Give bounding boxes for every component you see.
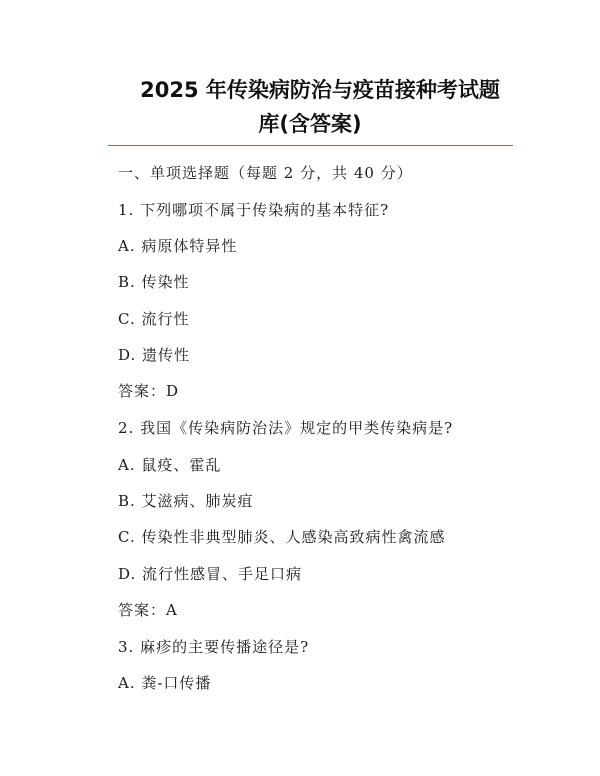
question-1-answer: 答案：D [118, 382, 180, 400]
question-1-option-d: D. 遗传性 [118, 346, 191, 364]
question-1-option-a: A. 病原体特异性 [118, 237, 238, 255]
section-heading: 一、单项选择题（每题 2 分，共 40 分） [118, 164, 413, 182]
question-1-option-b: B. 传染性 [118, 273, 190, 291]
question-1-stem: 1. 下列哪项不属于传染病的基本特征? [118, 201, 390, 219]
question-3-stem: 3. 麻疹的主要传播途径是? [118, 638, 310, 656]
question-2-option-d: D. 流行性感冒、手足口病 [118, 565, 303, 583]
question-2-answer: 答案：A [118, 601, 178, 619]
title-divider [108, 145, 513, 146]
question-2-option-b: B. 艾滋病、肺炭疽 [118, 492, 254, 510]
question-2-option-a: A. 鼠疫、霍乱 [118, 456, 222, 474]
question-2-stem: 2. 我国《传染病防治法》规定的甲类传染病是? [118, 419, 454, 437]
document-title-line1: 2025 年传染病防治与疫苗接种考试题 [140, 78, 500, 102]
document-title-line2: 库(含答案) [258, 112, 362, 136]
question-1-option-c: C. 流行性 [118, 310, 190, 328]
question-2-option-c: C. 传染性非典型肺炎、人感染高致病性禽流感 [118, 528, 446, 546]
question-3-option-a: A. 粪-口传播 [118, 674, 212, 692]
